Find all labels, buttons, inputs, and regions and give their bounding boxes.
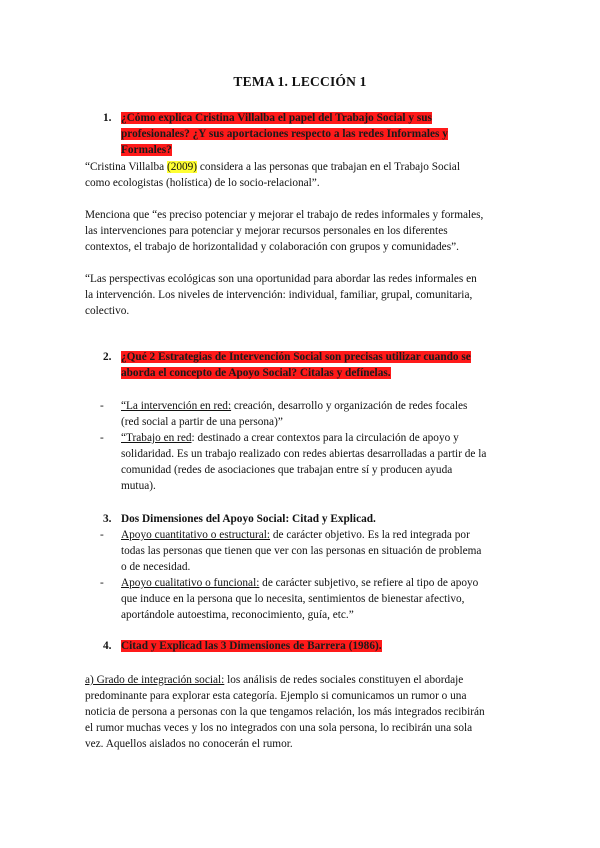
q1-quote-line-2: como ecologistas (holística) de lo socio-relacional”. (85, 177, 320, 189)
q3-item2-line-2: que induce en la persona que lo necesita, sentimientos de bienestar afectivo, (121, 593, 465, 605)
q1-heading-line-2 (121, 126, 448, 142)
q2-item1-line-2: (red social a partir de una persona)” (121, 416, 283, 428)
q1-heading-line-3 (121, 142, 172, 158)
q2-number: 2. (103, 351, 112, 363)
q3-item1-line-1 (121, 527, 470, 543)
q3-item2-term: Apoyo cualitativo o funcional: (121, 577, 260, 589)
q2-heading-line-1 (121, 349, 471, 365)
q3-item2-text: de carácter subjetivo, se refiere al tipo de apoyo (259, 577, 479, 589)
list-bullet: - (100, 529, 104, 541)
q2-item2-line-3: comunidad (redes de asociaciones que trabajan entre sí y producen ayuda (121, 464, 453, 476)
q2-item2-line-1 (121, 430, 459, 446)
q1-para3-line-2: la intervención. Los niveles de intervención: individual, familiar, grupal, comunitaria, (85, 289, 473, 301)
page-title: TEMA 1. LECCIÓN 1 (233, 74, 367, 89)
q4-a-line-5: vez. Aquellos aislados no conocerán el rumor. (85, 738, 293, 750)
list-bullet: - (100, 400, 104, 412)
q2-heading-text: aborda el concepto de Apoyo Social? Citalas y defínelas. (121, 367, 391, 379)
list-bullet: - (100, 577, 104, 589)
q2-item1-term: “La intervención en red: (121, 400, 232, 412)
q1-para2-line-3: contextos, el trabajo de horizontalidad y colaboración con grupos y comunidades”. (85, 241, 459, 253)
q2-item2-line-4: mutua). (121, 480, 156, 492)
q4-a-line-3: noticia de persona a personas con la que tengamos relación, los más integrados recibirán (85, 706, 485, 718)
q3-item1-term: Apoyo cuantitativo o estructural: (121, 529, 271, 541)
q3-heading: Dos Dimensiones del Apoyo Social: Citad y Explicad. (121, 513, 376, 525)
q1-para3-line-3: colectivo. (85, 305, 130, 317)
q4-a-line-4: el rumor muchas veces y los no integrados con una sola persona, lo recibirán una sola (85, 722, 473, 734)
q1-quote-line-1 (85, 159, 460, 175)
q1-para2-line-1: Menciona que “es preciso potenciar y mejorar el trabajo de redes informales y formales, (85, 209, 484, 221)
q1-heading-text: Formales? (121, 144, 172, 156)
q1-heading-line-1 (121, 110, 432, 126)
q2-heading-text: ¿Qué 2 Estrategias de Intervención Social son precisas utilizar cuando se (121, 351, 471, 363)
q2-item2-line-2: solidaridad. Es un trabajo realizado con redes abiertas desarrolladas a partir de la (121, 448, 487, 460)
q4-a-text: los análisis de redes sociales constituyen el abordaje (224, 674, 464, 686)
q1-para3-line-1: “Las perspectivas ecológicas son una oportunidad para abordar las redes informales en (85, 273, 477, 285)
q3-item2-line-1 (121, 575, 478, 591)
q3-number: 3. (103, 513, 112, 525)
q1-heading-text: profesionales? ¿Y sus aportaciones respecto a las redes Informales y (121, 128, 448, 140)
q4-a-term: a) Grado de integración social: (85, 674, 225, 686)
q1-heading-text: ¿Cómo explica Cristina Villalba el papel del Trabajo Social y sus (121, 112, 432, 124)
q4-number: 4. (103, 640, 112, 652)
q1-quote-start: “Cristina Villalba (85, 161, 167, 173)
q1-number: 1. (103, 112, 112, 124)
q2-item1-line-1 (121, 398, 467, 414)
q3-item1-line-3: o de necesidad. (121, 561, 191, 573)
q2-item1-text: creación, desarrollo y organización de redes focales (231, 400, 468, 412)
q4-heading-text: Citad y Explicad las 3 Dimensiones de Barrera (1986). (121, 640, 382, 652)
q3-item1-line-2: todas las personas que tienen que ver con las personas en situación de problema (121, 545, 482, 557)
q4-heading-line (121, 638, 382, 654)
list-bullet: - (100, 432, 104, 444)
q4-a-line-2: predominante para explorar esta categoría. Ejemplo si comunicamos un rumor o una (85, 690, 467, 702)
q1-quote-rest: considera a las personas que trabajan en el Trabajo Social (197, 161, 460, 173)
citation-year: (2009) (166, 161, 198, 173)
q4-a-line-1 (85, 672, 463, 688)
q2-item2-text: : destinado a crear contextos para la circulación de apoyo y (191, 432, 459, 444)
q1-para2-line-2: las intervenciones para potenciar y mejorar recursos personales en los diferentes (85, 225, 448, 237)
q2-item2-term: “Trabajo en red (121, 432, 192, 444)
q3-item2-line-3: aportándole autoestima, reconocimiento, guía, etc.” (121, 609, 354, 621)
q3-item1-text: de carácter objetivo. Es la red integrada por (270, 529, 470, 541)
q2-heading-line-2 (121, 365, 391, 381)
